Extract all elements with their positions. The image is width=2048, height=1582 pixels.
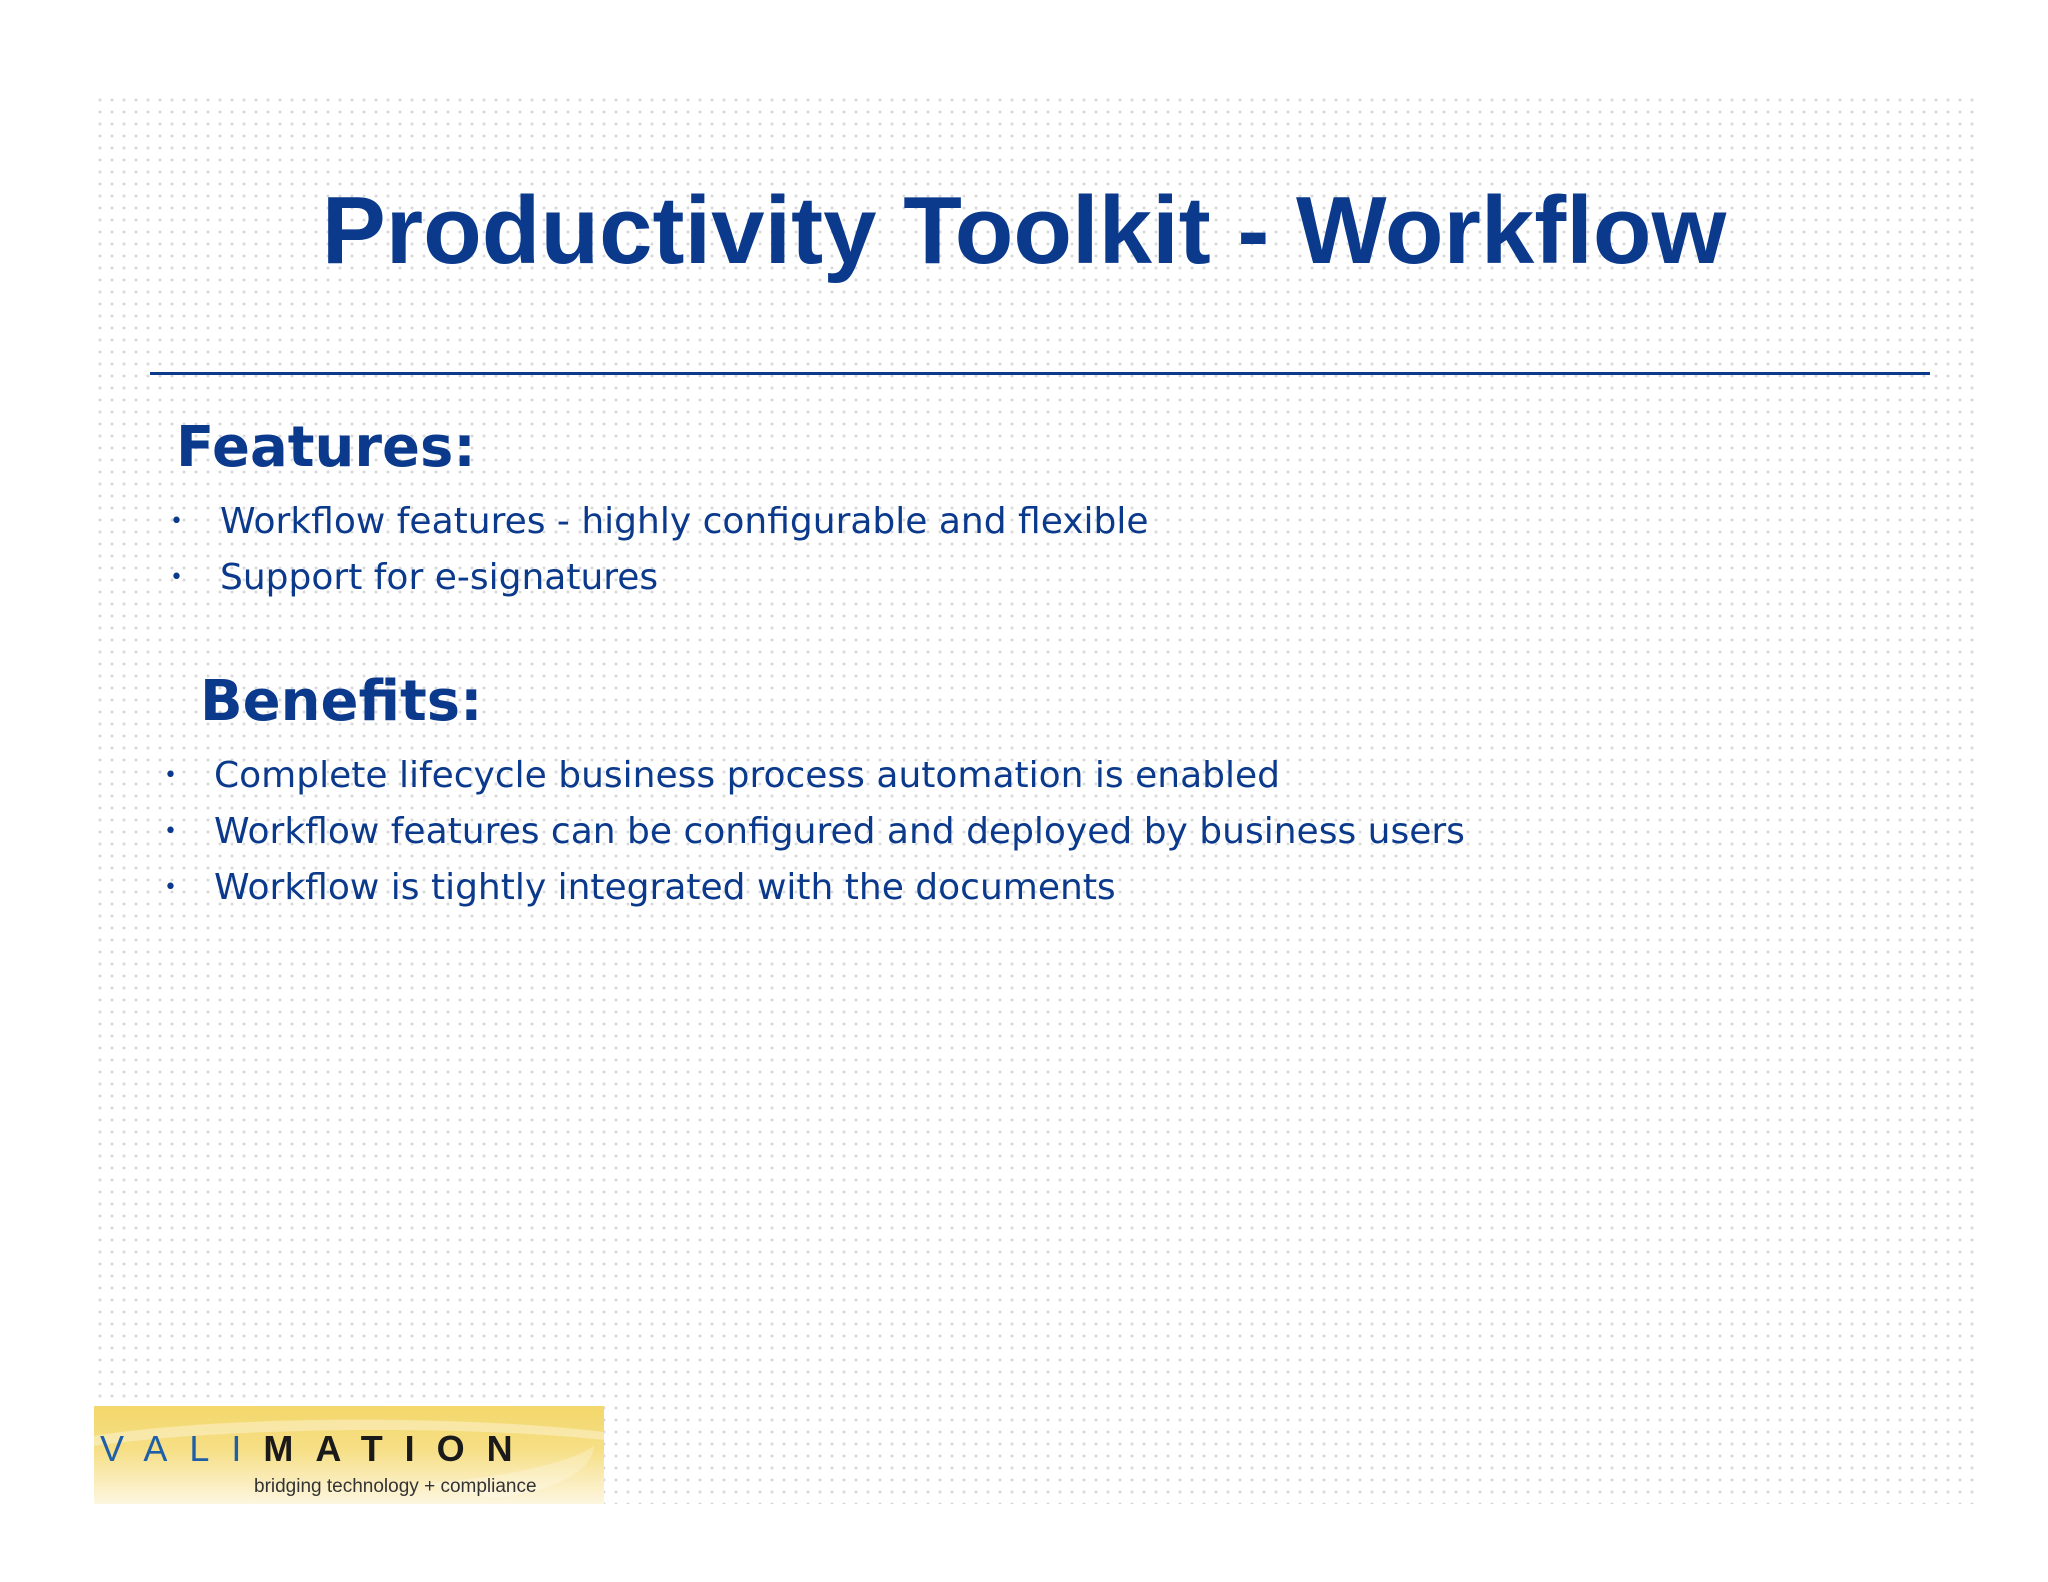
slide-title: Productivity Toolkit - Workflow	[321, 177, 1727, 284]
logo-tagline: bridging technology + compliance	[254, 1476, 537, 1497]
list-item	[170, 494, 1149, 550]
list-item	[164, 860, 1465, 916]
logo-wordmark-vali: VALI	[100, 1428, 264, 1469]
valimation-logo	[94, 1406, 604, 1504]
benefit-text: Workflow features can be configured and deployed by business users	[214, 811, 1465, 852]
benefits-heading: Benefits:	[200, 669, 483, 734]
bullet-icon: •	[164, 763, 177, 788]
bullet-icon: •	[170, 509, 183, 534]
list-item	[170, 550, 1149, 606]
title-divider	[150, 372, 1930, 375]
benefit-text: Workflow is tightly integrated with the documents	[214, 867, 1116, 908]
features-list	[170, 494, 1149, 606]
benefits-list	[164, 748, 1465, 916]
list-item	[164, 804, 1465, 860]
logo-wordmark	[100, 1428, 535, 1470]
bullet-icon: •	[170, 565, 183, 590]
feature-text: Workflow features - highly configurable and flexible	[220, 501, 1149, 542]
logo-wordmark-mation: MATION	[263, 1428, 535, 1469]
list-item	[164, 748, 1465, 804]
bullet-icon: •	[164, 875, 177, 900]
bullet-icon: •	[164, 819, 177, 844]
feature-text: Support for e-signatures	[220, 557, 659, 598]
benefit-text: Complete lifecycle business process automation is enabled	[214, 755, 1281, 796]
features-heading: Features:	[176, 415, 476, 480]
